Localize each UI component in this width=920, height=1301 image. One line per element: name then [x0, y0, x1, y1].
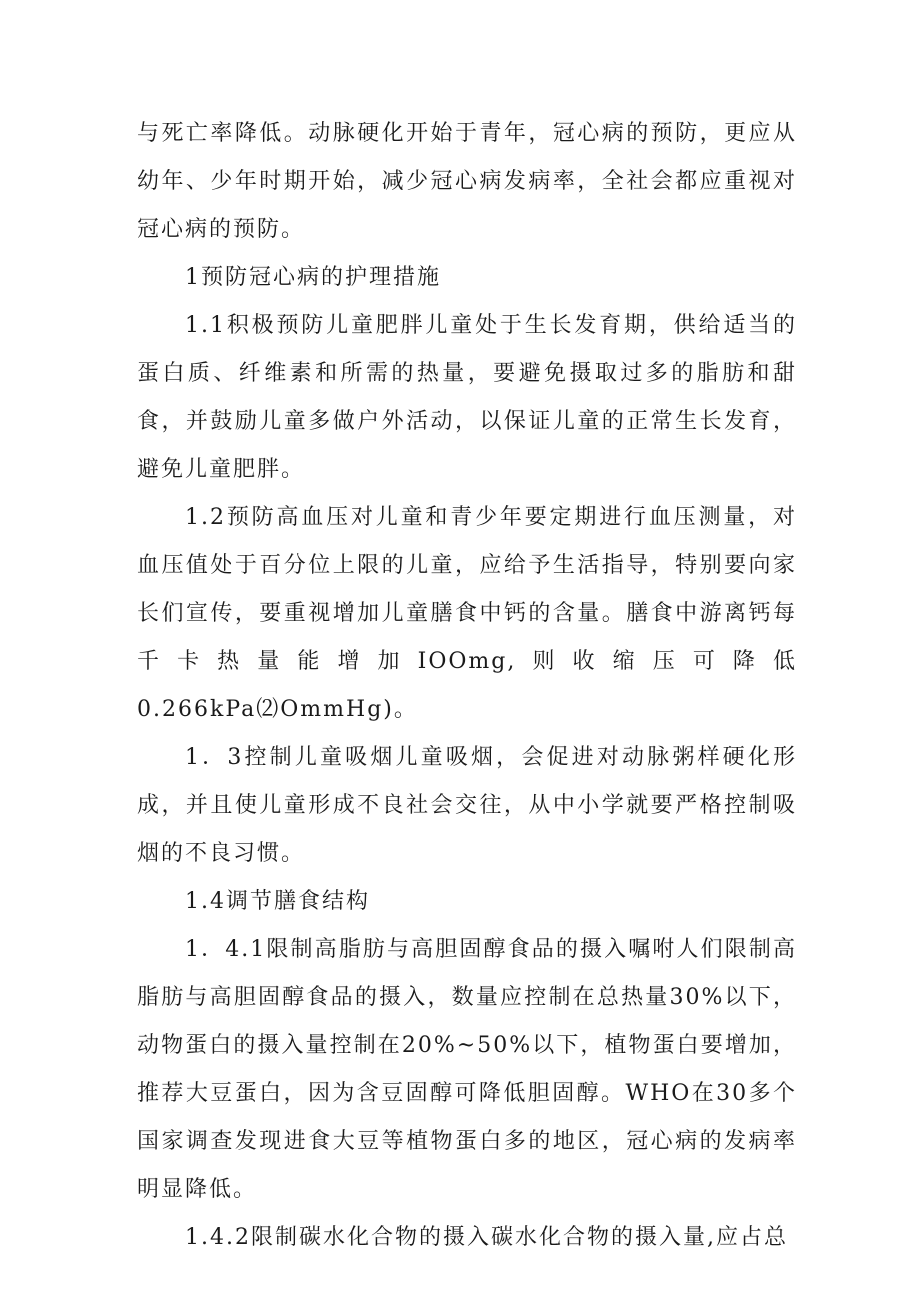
subsection-heading-1-4: 1.4调节膳食结构: [185, 889, 370, 914]
paragraph-continuation: 与死亡率降低。动脉硬化开始于青年，冠心病的预防，更应从幼年、少年时期开始，减少冠心病发病率，全社会都应重视对冠心病的预防。: [137, 121, 797, 242]
section-heading-1: 1预防冠心病的护理措施: [185, 265, 441, 290]
paragraph-1-4-2: 1.4.2限制碳水化合物的摄入碳水化合物的摄入量,应占总: [185, 1225, 788, 1250]
paragraph-1-4-1: 1．4.1限制高脂肪与高胆固醇食品的摄入嘱咐人们限制高脂肪与高胆固醇食品的摄入，数量应控制在总热量30%以下，动物蛋白的摄入量控制在20%~50%以下，植物蛋白要增加，推荐大豆蛋白，因为含豆固醇可降低胆固醇。WHO在30多个国家调查发现进食大豆等植物蛋白多的地区，冠心病的发病率明显降低。: [137, 937, 797, 1202]
paragraph-1-1: 1.1积极预防儿童肥胖儿童处于生长发育期，供给适当的蛋白质、纤维素和所需的热量，要避免摄取过多的脂肪和甜食，并鼓励儿童多做户外活动，以保证儿童的正常生长发育，避免儿童肥胖。: [137, 313, 797, 482]
paragraph-1-2: 1.2预防高血压对儿童和青少年要定期进行血压测量，对血压值处于百分位上限的儿童，应给予生活指导，特别要向家长们宣传，要重视增加儿童膳食中钙的含量。膳食中游离钙每千卡热量能增加IOOmg,则收缩压可降低0.266kPa⑵OmmHg)。: [137, 505, 797, 722]
body-text: [137, 110, 797, 1262]
paragraph-1-3: 1．3控制儿童吸烟儿童吸烟，会促进对动脉粥样硬化形成，并且使儿童形成不良社会交往，从中小学就要严格控制吸烟的不良习惯。: [137, 745, 797, 866]
